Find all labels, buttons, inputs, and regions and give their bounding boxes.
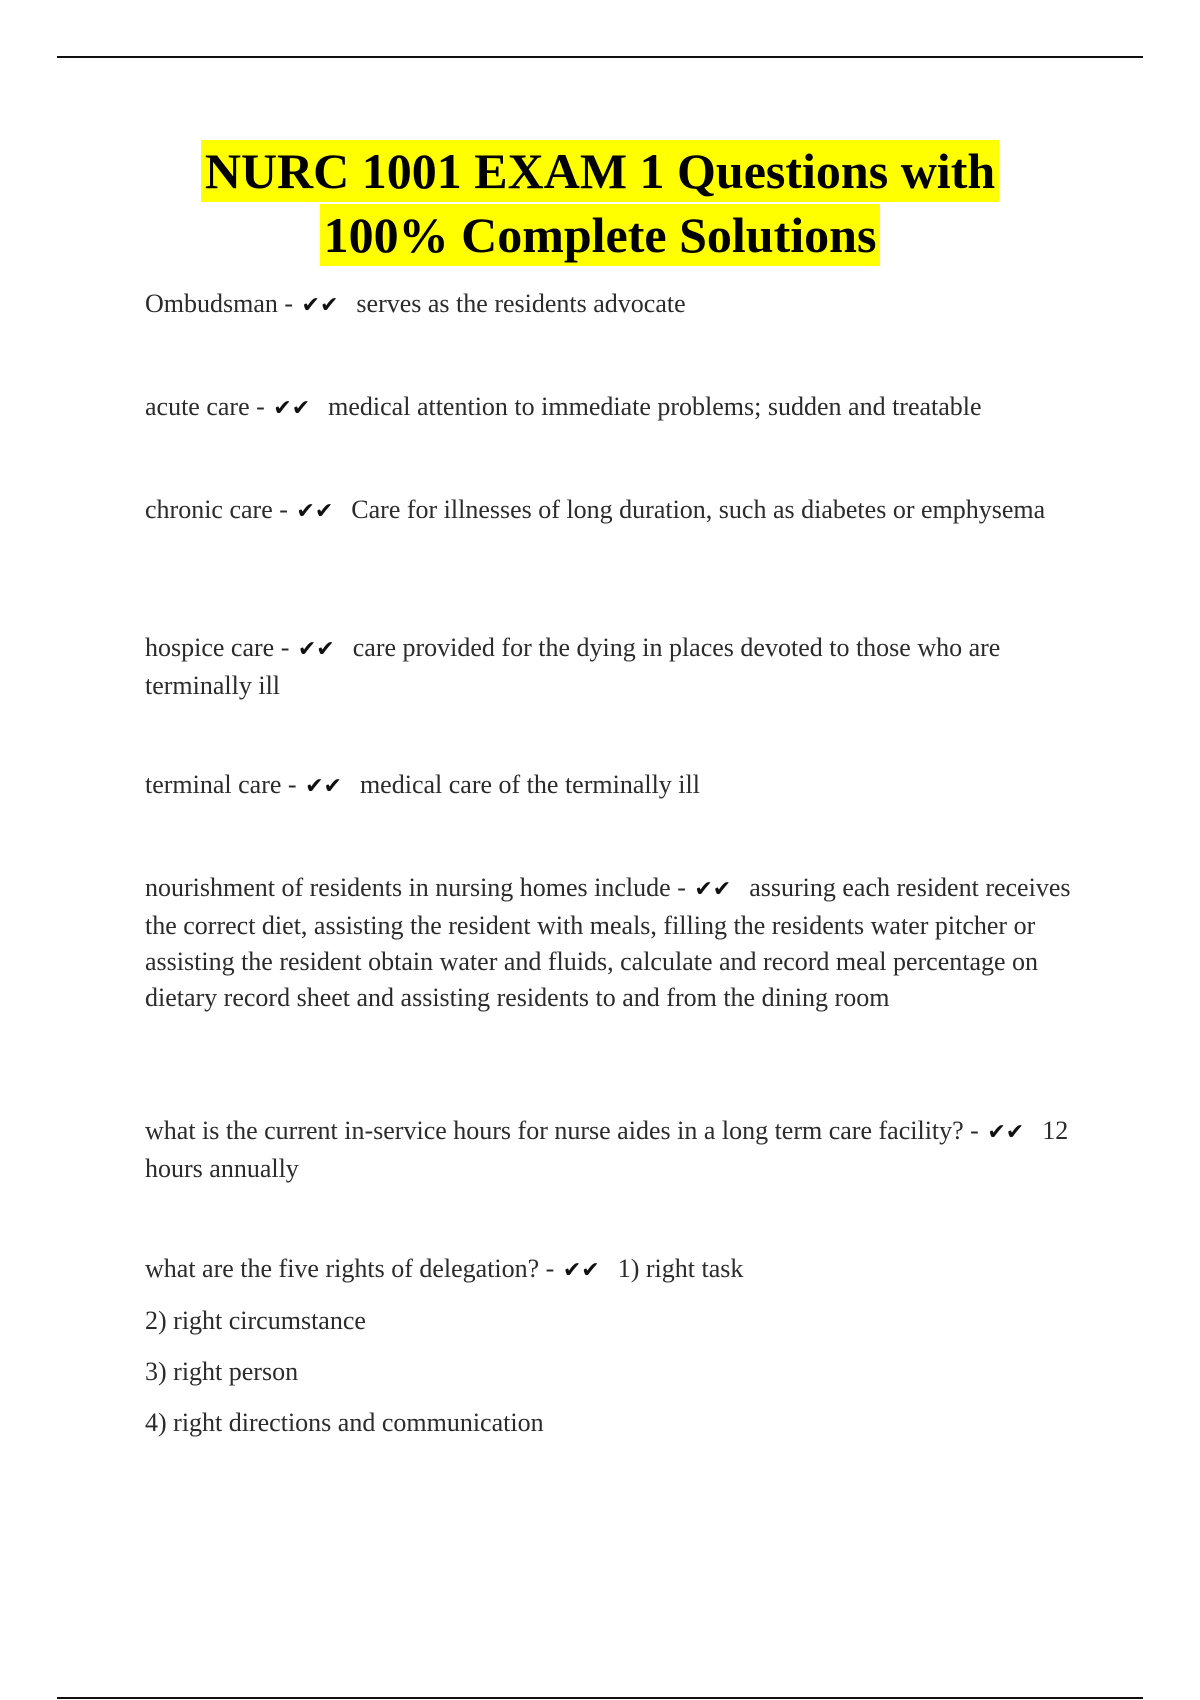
delegation-right: 2) right circumstance <box>145 1306 366 1335</box>
qa-entry <box>145 767 1090 805</box>
entry-answer: medical attention to immediate problems; sudden and treatable <box>328 392 982 421</box>
entry-term: chronic care - <box>145 495 295 524</box>
entry-answer: assuring each resident receives the correct diet, assisting the resident with meals, filling the residents water pitcher or assisting the resident obtain water and fluids, calculate and record meal percentage on dietary record sheet and assisting residents to and from the dining room <box>145 873 1071 1012</box>
qa-entry <box>145 492 1090 530</box>
title-line-2: 100% Complete Solutions <box>320 204 881 266</box>
entry-term: nourishment of residents in nursing homes include - <box>145 873 693 902</box>
qa-entry <box>145 870 1090 1016</box>
checkmark-icon: ✔✔ <box>305 774 342 799</box>
qa-entry <box>145 286 1090 324</box>
qa-entry <box>145 389 1090 427</box>
checkmark-icon: ✔✔ <box>296 499 334 524</box>
entry-answer: serves as the residents advocate <box>356 289 686 318</box>
entry-term: what is the current in-service hours for nurse aides in a long term care facility? - <box>145 1116 986 1145</box>
title-line-1: NURC 1001 EXAM 1 Questions with <box>201 140 999 202</box>
delegation-right: 4) right directions and communication <box>145 1408 544 1437</box>
entry-answer: medical care of the terminally ill <box>359 770 700 799</box>
delegation-right: 3) right person <box>145 1357 299 1386</box>
entry-term: acute care - <box>145 392 272 421</box>
entry-term: terminal care - <box>145 770 304 799</box>
entry-answer: 12 hours annually <box>145 1116 1069 1183</box>
entry-term: what are the five rights of delegation? - <box>145 1254 561 1283</box>
qa-entry <box>145 1251 1090 1289</box>
qa-entry <box>145 1113 1090 1187</box>
checkmark-icon: ✔✔ <box>987 1120 1025 1145</box>
entry-term: Ombudsman - <box>145 289 300 318</box>
entry-answer: 1) right task <box>617 1254 744 1283</box>
qa-entry <box>145 630 1090 704</box>
top-rule <box>57 56 1143 58</box>
entry-answer: Care for illnesses of long duration, such as diabetes or emphysema <box>351 495 1046 524</box>
entry-answer: care provided for the dying in places devoted to those who are terminally ill <box>145 633 1001 700</box>
checkmark-icon: ✔✔ <box>301 293 339 318</box>
bottom-rule <box>57 1697 1143 1699</box>
checkmark-icon: ✔✔ <box>562 1258 600 1283</box>
document-title <box>0 140 1200 268</box>
checkmark-icon: ✔✔ <box>694 877 732 902</box>
entry-term: hospice care - <box>145 633 296 662</box>
checkmark-icon: ✔✔ <box>297 637 335 662</box>
checkmark-icon: ✔✔ <box>273 396 311 421</box>
